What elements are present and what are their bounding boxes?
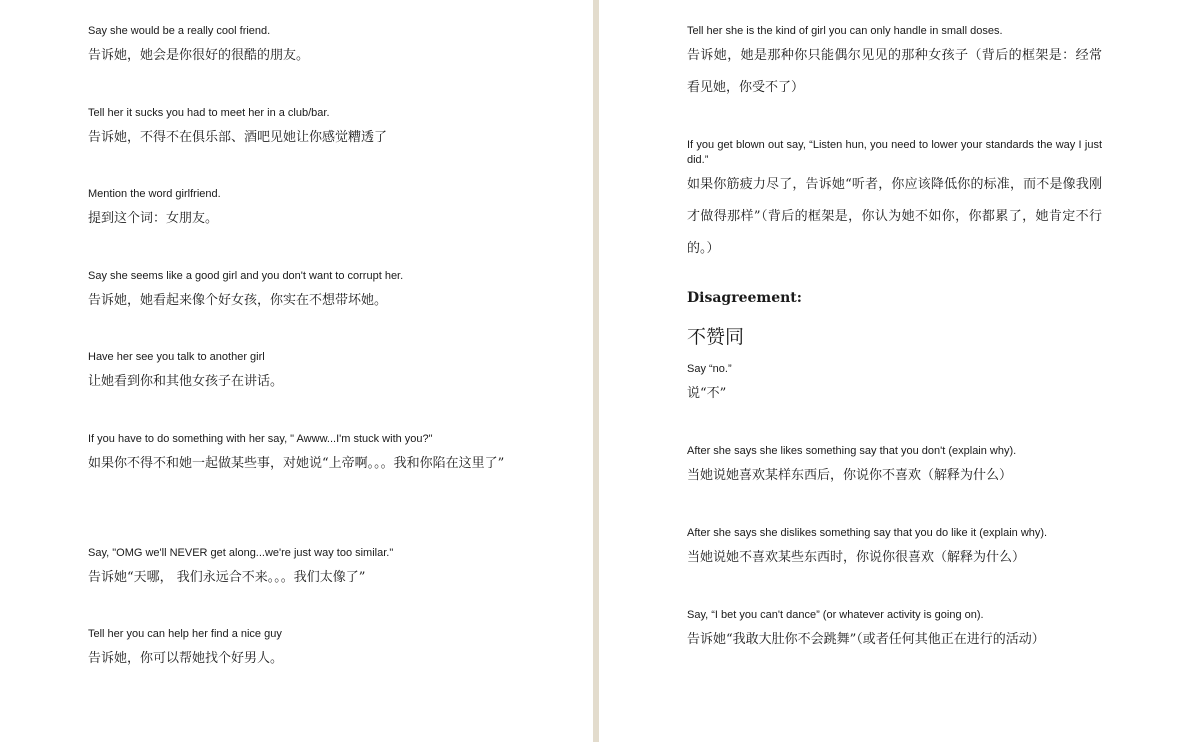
chinese-line: 告诉她，你可以帮她找个好男人。 <box>88 651 284 666</box>
english-line: Tell her it sucks you had to meet her in a club/bar. <box>88 106 330 119</box>
english-line: Tell her you can help her find a nice guy <box>88 628 282 640</box>
list-item <box>88 106 508 188</box>
english-line: Mention the word girlfriend. <box>88 188 221 200</box>
english-line: If you have to do something with her say, " Awww...I'm stuck with you?" <box>88 432 433 445</box>
section-heading-translation <box>687 324 1102 362</box>
english-line: After she says she likes something say that you don't (explain why). <box>687 445 1017 457</box>
chinese-line: 告诉她“天哪， 我们永远合不来。。。我们太像了” <box>88 569 366 585</box>
right-page-content <box>687 24 1102 668</box>
section-heading-english: Disagreement: <box>687 290 802 306</box>
chinese-line: 告诉她，不得不在俱乐部、酒吧见她让你感觉糟透了 <box>88 129 388 145</box>
list-item <box>88 546 508 628</box>
chinese-line: 如果你筋疲力尽了，告诉她“听者，你应该降低你的标准，而不是像我刚才做得那样”（背后的框架是，你认为她不如你，你都累了，她肯定不行的。） <box>687 177 1102 256</box>
english-line: After she says she dislikes something say that you do like it (explain why). <box>687 527 1048 539</box>
chinese-line: 告诉她，她看起来像个好女孩，你实在不想带坏她。 <box>88 292 388 308</box>
list-item <box>88 432 508 546</box>
english-line: Say, "OMG we'll NEVER get along...we're just way too similar." <box>88 546 394 559</box>
english-line: Say “no.” <box>687 363 732 375</box>
list-item <box>88 269 508 351</box>
chinese-line: 让她看到你和其他女孩子在讲话。 <box>88 374 284 389</box>
list-item <box>687 608 1102 668</box>
right-page <box>599 0 1190 742</box>
list-item <box>88 187 508 269</box>
english-line: If you get blown out say, “Listen hun, you need to lower your standards the way I just did.” <box>687 139 1102 166</box>
chinese-line: 如果你不得不和她一起做某些事，对她说“上帝啊。。。我和你陷在这里了” <box>88 455 505 471</box>
chinese-line: 当她说她喜欢某样东西后，你说你不喜欢（解释为什么） <box>687 468 1013 483</box>
list-item <box>687 444 1102 526</box>
section-heading <box>687 288 1102 324</box>
left-page-content <box>88 24 508 709</box>
english-line: Have her see you talk to another girl <box>88 351 265 363</box>
left-page <box>0 0 593 742</box>
english-line: Tell her she is the kind of girl you can only handle in small doses. <box>687 25 1003 37</box>
chinese-line: 告诉她，她是那种你只能偶尔见见的那种女孩子（背后的框架是：经常看见她，你受不了） <box>687 48 1102 95</box>
chinese-line: 告诉她，她会是你很好的很酷的朋友。 <box>88 48 310 63</box>
list-item <box>88 24 508 106</box>
list-item <box>687 362 1102 444</box>
chinese-line: 当她说她不喜欢某些东西时，你说你很喜欢（解释为什么） <box>687 550 1026 565</box>
chinese-line: 提到这个词：女朋友。 <box>88 211 219 226</box>
english-line: Say, “I bet you can't dance” (or whatever activity is going on). <box>687 609 984 621</box>
chinese-line: 说“不” <box>687 386 727 401</box>
section-heading-chinese: 不赞同 <box>687 326 745 348</box>
list-item <box>687 138 1102 288</box>
chinese-line: 告诉她“我敢大肚你不会跳舞”（或者任何其他正在进行的活动） <box>687 632 1045 647</box>
english-line: Say she seems like a good girl and you don't want to corrupt her. <box>88 269 404 282</box>
list-item <box>88 350 508 432</box>
list-item <box>687 24 1102 138</box>
list-item <box>88 627 508 709</box>
list-item <box>687 526 1102 608</box>
english-line: Say she would be a really cool friend. <box>88 25 271 37</box>
